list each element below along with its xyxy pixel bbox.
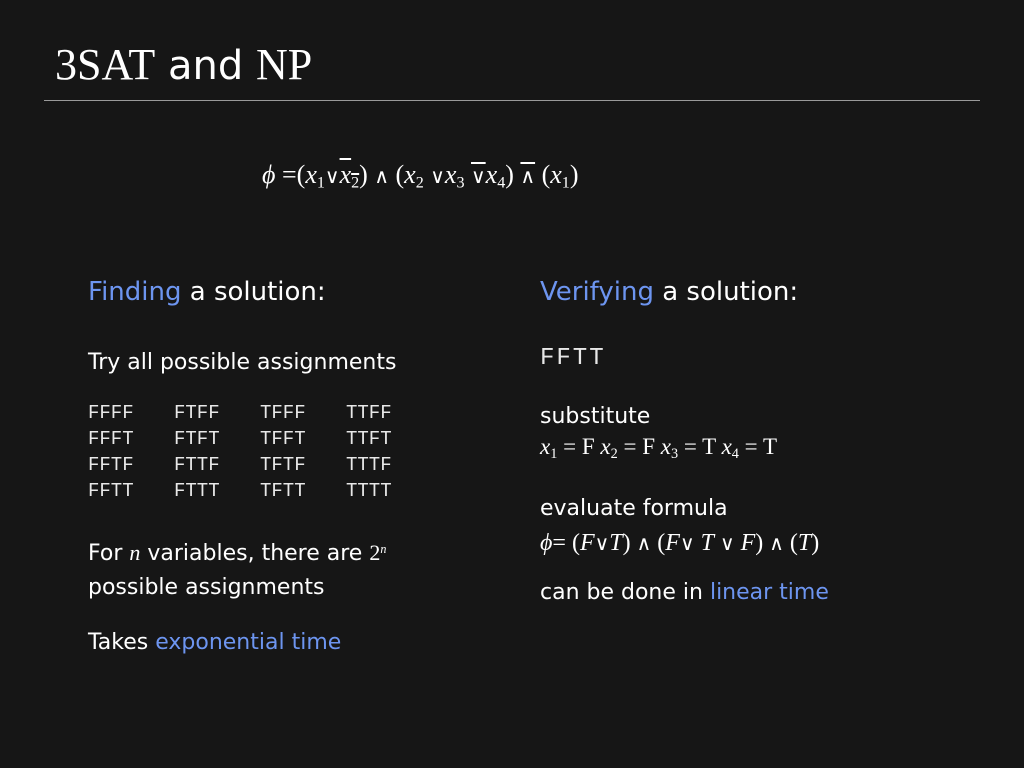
var-x: x <box>550 160 562 189</box>
try-all-text: Try all possible assignments <box>88 350 397 375</box>
or-operator: ∨ <box>719 531 735 555</box>
paren: ) <box>811 530 820 556</box>
value-T: T <box>762 434 778 459</box>
or-operator: ∨ <box>471 164 486 188</box>
verifying-accent: Verifying <box>540 277 654 307</box>
finding-heading-rest: a solution: <box>181 277 326 307</box>
var-x: x <box>721 434 732 459</box>
title-and: and <box>167 43 244 89</box>
literal-T: T <box>609 530 623 556</box>
assignment-cell: FFFF <box>88 402 134 424</box>
title-divider <box>44 100 980 101</box>
variables-count-text <box>88 536 386 605</box>
value-F: F <box>642 434 655 459</box>
paren: ( <box>789 530 798 556</box>
assignment-cell: FTTT <box>174 480 220 502</box>
var-x: x <box>540 434 551 459</box>
phi-symbol: ϕ <box>540 530 553 556</box>
or-operator: ∨ <box>324 164 340 188</box>
assignment-cell: TFTT <box>260 480 306 502</box>
literal-T: T <box>700 530 714 556</box>
assignment-cell: TFFF <box>260 402 306 424</box>
takes-word: Takes <box>88 630 156 655</box>
var-x: x <box>404 160 416 189</box>
or-operator: ∨ <box>430 164 445 188</box>
takes-text <box>88 628 341 658</box>
var-x: x <box>305 160 317 189</box>
paren: ( <box>571 530 580 556</box>
paren: ( <box>395 160 405 189</box>
paren: ( <box>296 160 306 189</box>
and-operator: ∧ <box>374 164 389 188</box>
paren: ) <box>755 530 764 556</box>
title-np: NP <box>255 40 313 89</box>
and-operator: ∧ <box>636 531 652 555</box>
assignment-cell: FFFT <box>88 428 134 450</box>
can-be-done-text: can be done in <box>540 580 710 605</box>
subscript: 2 <box>351 174 360 192</box>
exponential-time: exponential time <box>155 630 342 655</box>
equals-sign: = <box>281 160 297 189</box>
var-x: x <box>660 434 671 459</box>
and-operator: ∧ <box>520 164 536 188</box>
subscript: 4 <box>731 445 739 462</box>
var-x: x <box>339 160 352 189</box>
paren: ( <box>657 530 666 556</box>
or-operator: ∨ <box>594 531 610 555</box>
assignment-cell: TTFF <box>346 402 392 424</box>
linear-time: linear time <box>709 580 829 605</box>
literal-F: F <box>579 530 595 556</box>
assignment-cell: TFTF <box>260 454 306 476</box>
negated-var <box>339 160 360 192</box>
subscript: 4 <box>497 174 506 192</box>
assignment-row <box>88 426 432 452</box>
main-formula <box>262 157 579 194</box>
base-two: 2 <box>369 540 381 565</box>
possible-assignments-text: possible assignments <box>88 575 325 600</box>
evaluated-formula <box>540 528 819 558</box>
assignment-cell: TTTF <box>346 454 392 476</box>
var-n: n <box>129 540 141 565</box>
equals-sign: = <box>623 434 637 459</box>
finding-accent: Finding <box>88 277 182 307</box>
linear-time-text <box>540 578 829 608</box>
evaluate-label: evaluate formula <box>540 496 728 521</box>
phi-symbol: ϕ <box>262 160 276 189</box>
value-F: F <box>581 434 595 459</box>
verifying-heading-rest: a solution: <box>653 277 799 307</box>
assignment-cell: FFTT <box>88 480 134 502</box>
substitute-label: substitute <box>540 404 651 429</box>
title-3sat: 3SAT <box>55 40 156 89</box>
assignment-cell: FTFT <box>174 428 220 450</box>
equals-sign: = <box>552 530 566 556</box>
subscript: 1 <box>561 174 570 192</box>
assignment-row <box>88 400 432 426</box>
example-assignment: FFTT <box>540 345 606 372</box>
subscript: 1 <box>550 445 558 462</box>
substitution-values <box>540 432 777 462</box>
assignment-cell: TTFT <box>346 428 392 450</box>
assignment-cell: TFFT <box>260 428 306 450</box>
value-T: T <box>702 434 716 459</box>
assignment-row <box>88 478 432 504</box>
paren: ) <box>359 160 368 189</box>
for-word: For <box>88 541 130 566</box>
subscript: 3 <box>456 174 465 192</box>
paren: ) <box>569 160 579 189</box>
assignment-cell: FTFF <box>174 402 220 424</box>
literal-T: T <box>797 530 812 556</box>
subscript: 1 <box>316 174 325 192</box>
assignment-cell: TTTT <box>346 480 392 502</box>
assignment-cell: FFTF <box>88 454 134 476</box>
assignment-row <box>88 452 432 478</box>
assignment-grid <box>88 400 432 504</box>
subscript: 2 <box>610 445 618 462</box>
equals-sign: = <box>683 434 697 459</box>
equals-sign: = <box>563 434 577 459</box>
var-x: x <box>600 434 611 459</box>
verifying-heading <box>540 276 798 308</box>
slide-title <box>55 40 312 91</box>
assignment-cell: FTTF <box>174 454 220 476</box>
subscript: 3 <box>670 445 679 462</box>
paren: ) <box>505 160 514 189</box>
paren: ) <box>622 530 631 556</box>
var-x: x <box>444 160 457 189</box>
exponent-n: n <box>380 541 387 556</box>
paren: ( <box>541 160 551 189</box>
literal-F: F <box>740 530 756 556</box>
or-operator: ∨ <box>679 531 695 555</box>
variables-text: variables, there are <box>140 541 370 566</box>
equals-sign: = <box>744 434 758 459</box>
literal-F: F <box>665 530 680 556</box>
finding-heading <box>88 276 326 308</box>
var-x: x <box>485 160 498 189</box>
and-operator: ∧ <box>769 531 784 555</box>
subscript: 2 <box>415 174 424 192</box>
